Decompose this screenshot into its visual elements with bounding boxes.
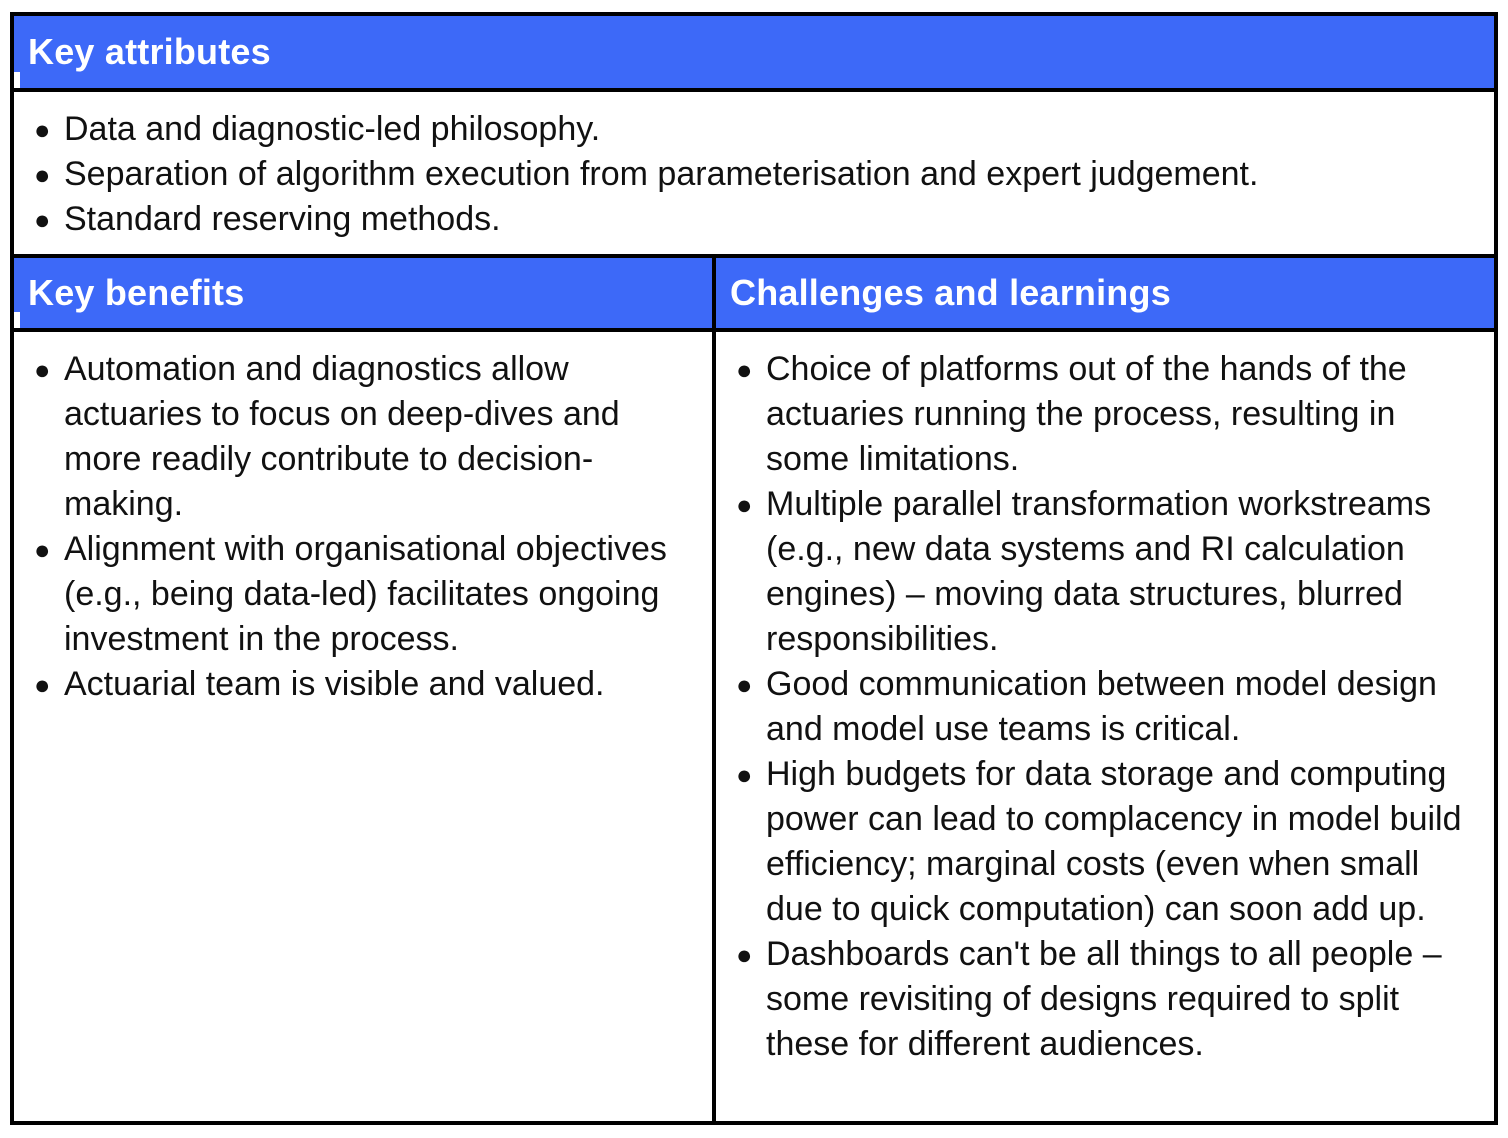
list-item-text: High budgets for data storage and computing power can lead to complacency in model build efficiency; marginal costs (even when small due to quick computation) can soon add up.: [766, 755, 1462, 928]
list-item: [28, 527, 702, 662]
list-item: [28, 107, 1484, 152]
list-item-text: Data and diagnostic-led philosophy.: [64, 110, 601, 148]
list-item-text: Choice of platforms out of the hands of the actuaries running the process, resulting in some limitations.: [766, 350, 1407, 478]
bullet-icon: ●: [34, 114, 51, 145]
challenges-header-cell: [716, 258, 1494, 332]
attributes-table: [10, 12, 1498, 1125]
attributes-body-cell: [14, 92, 1494, 258]
list-item: [730, 482, 1484, 662]
benefits-list: [28, 347, 702, 707]
list-item-text: Multiple parallel transformation workstreams (e.g., new data systems and RI calculation engines) – moving data structures, blurred responsibilities.: [766, 485, 1432, 658]
bullet-icon: ●: [736, 939, 753, 970]
list-item: [730, 932, 1484, 1067]
bullet-icon: ●: [736, 759, 753, 790]
list-item: [730, 347, 1484, 482]
list-item-text: Actuarial team is visible and valued.: [64, 665, 605, 703]
benefits-header-cell: [14, 258, 716, 332]
attributes-list: [28, 107, 1484, 242]
list-item: [28, 662, 702, 707]
list-item: [730, 752, 1484, 932]
list-item: [730, 662, 1484, 752]
bullet-icon: ●: [34, 159, 51, 190]
bullet-icon: ●: [34, 204, 51, 235]
list-item: [28, 347, 702, 527]
list-item-text: Separation of algorithm execution from parameterisation and expert judgement.: [64, 155, 1259, 193]
bullet-icon: ●: [736, 489, 753, 520]
list-item-text: Dashboards can't be all things to all people – some revisiting of designs required to split these for different audiences.: [766, 935, 1442, 1063]
bullet-icon: ●: [34, 669, 51, 700]
challenges-body-cell: [716, 332, 1494, 1121]
benefits-body-cell: [14, 332, 716, 1121]
list-item-text: Good communication between model design and model use teams is critical.: [766, 665, 1437, 748]
challenges-list: [730, 347, 1484, 1067]
list-item-text: Alignment with organisational objectives (e.g., being data-led) facilitates ongoing investment in the process.: [64, 530, 667, 658]
list-item-text: Automation and diagnostics allow actuaries to focus on deep-dives and more readily contribute to decision-making.: [64, 350, 620, 523]
list-item: [28, 197, 1484, 242]
bullet-icon: ●: [34, 534, 51, 565]
list-item-text: Standard reserving methods.: [64, 200, 501, 238]
bullet-icon: ●: [34, 354, 51, 385]
bullet-icon: ●: [736, 669, 753, 700]
attributes-header-cell: [14, 16, 1494, 92]
benefits-header-title: Key benefits: [28, 272, 245, 313]
attributes-header-title: Key attributes: [28, 31, 271, 72]
challenges-header-title: Challenges and learnings: [730, 272, 1171, 313]
list-item: [28, 152, 1484, 197]
bullet-icon: ●: [736, 354, 753, 385]
